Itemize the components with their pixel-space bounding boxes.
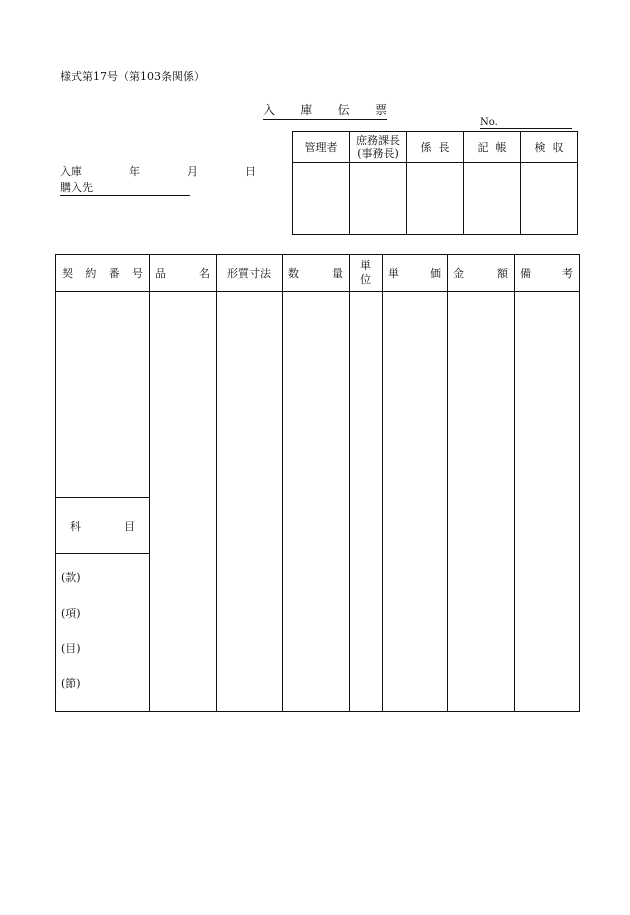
header-specification: 形質寸法 xyxy=(227,267,271,280)
items-table xyxy=(55,254,580,712)
header-unit: 単 位 xyxy=(360,259,371,286)
header-unit-price: 単 価 xyxy=(388,267,441,280)
receipt-date-row[interactable] xyxy=(60,163,256,179)
header-amount: 金 額 xyxy=(453,267,508,280)
header-remarks: 備 考 xyxy=(520,267,573,280)
header-item-name: 品 名 xyxy=(155,267,210,280)
month-label: 月 xyxy=(187,165,198,178)
slip-number-field[interactable] xyxy=(480,117,572,129)
title-char: 票 xyxy=(374,103,387,117)
approval-header-bookkeeping: 記 帳 xyxy=(464,132,521,163)
header-quantity: 数 量 xyxy=(288,267,343,280)
receipt-label: 入庫 xyxy=(60,165,82,178)
slip-number-label: No. xyxy=(480,117,498,128)
title-char: 伝 xyxy=(337,103,350,117)
classification-setsu: (節) xyxy=(61,677,81,690)
day-label: 日 xyxy=(245,165,256,178)
title-char: 庫 xyxy=(300,103,313,117)
approval-header-general-affairs: 庶務課長 (事務長) xyxy=(350,132,407,163)
approval-header-inspection: 検 収 xyxy=(521,132,578,163)
classification-kan: (款) xyxy=(61,571,81,584)
vendor-field[interactable] xyxy=(60,179,190,196)
vendor-label: 購入先 xyxy=(60,181,93,194)
stamp-box-general-affairs[interactable] xyxy=(350,163,407,235)
approval-header-manager: 管理者 xyxy=(293,132,350,163)
subject-label: 科 目 xyxy=(70,520,135,533)
classification-moku: (目) xyxy=(61,642,81,655)
year-label: 年 xyxy=(129,165,140,178)
stamp-box-bookkeeping[interactable] xyxy=(464,163,521,235)
approval-stamp-table xyxy=(292,131,578,235)
stamp-box-manager[interactable] xyxy=(293,163,350,235)
approval-header-section-chief: 係 長 xyxy=(407,132,464,163)
title-char: 入 xyxy=(263,103,276,117)
stamp-box-inspection[interactable] xyxy=(521,163,578,235)
document-title xyxy=(263,101,387,120)
classification-kou: (項) xyxy=(61,607,81,620)
form-number: 様式第17号（第103条関係） xyxy=(60,70,205,83)
header-contract-number: 契 約 番 号 xyxy=(62,267,143,280)
stamp-box-section-chief[interactable] xyxy=(407,163,464,235)
